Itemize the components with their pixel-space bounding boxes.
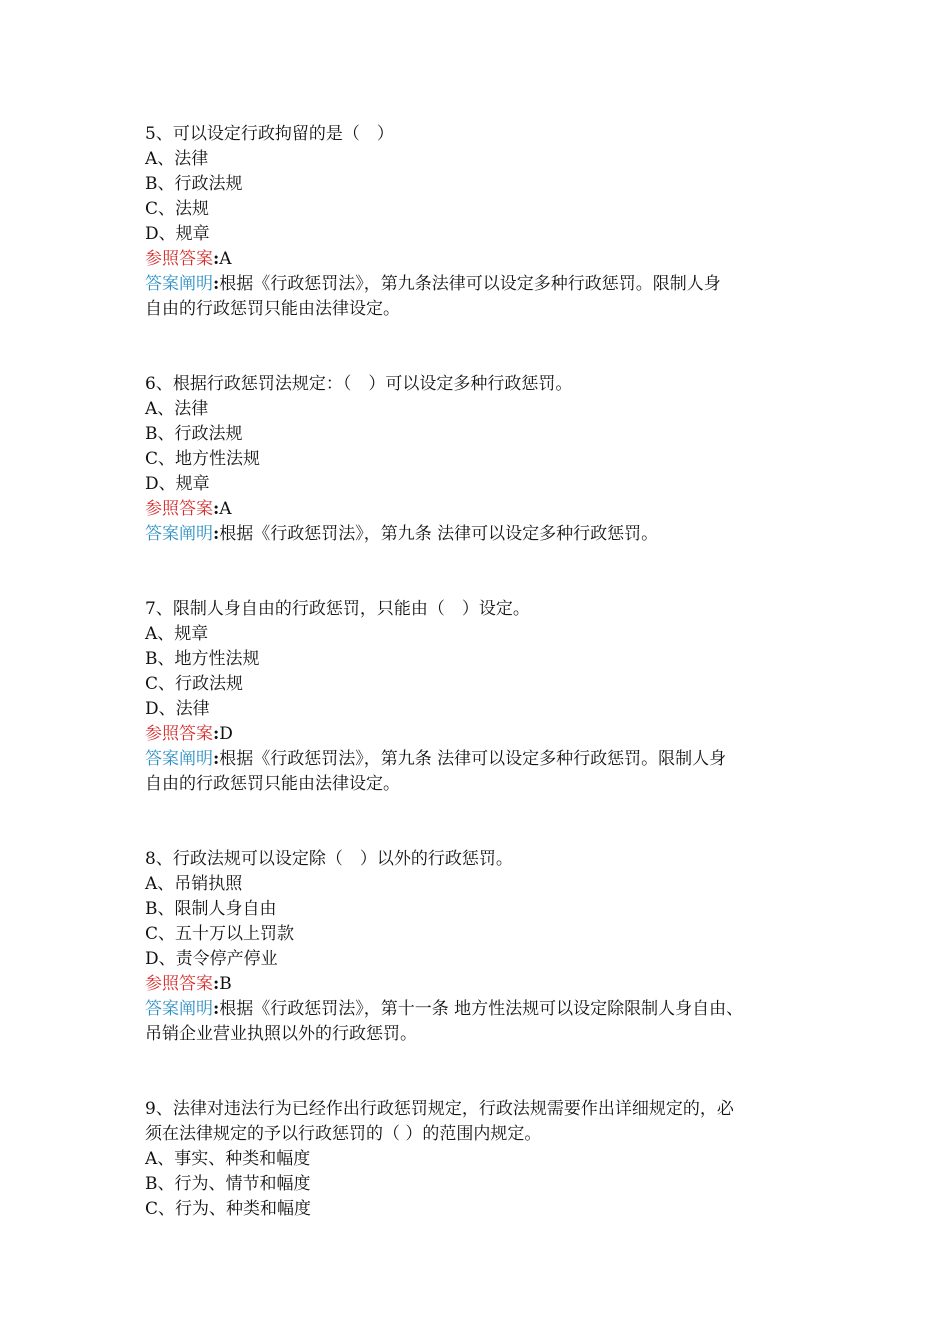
reference-answer (145, 497, 825, 522)
option-b: B、行政法规 (145, 174, 243, 194)
option-c: C、地方性法规 (145, 449, 261, 469)
explanation-text: 根据《行政惩罚法》，第九条 法律可以设定多种行政惩罚。 (219, 524, 659, 544)
reference-answer (145, 722, 825, 747)
question-stem: 5、可以设定行政拘留的是（ ） (145, 124, 394, 144)
option-c: C、行为、种类和幅度 (145, 1199, 312, 1219)
explanation (145, 522, 825, 547)
option-a: A、法律 (145, 399, 209, 419)
answer-label: 参照答案 (145, 499, 213, 519)
answer-value: D (219, 724, 233, 744)
explanation-text: 根据《行政惩罚法》，第九条 法律可以设定多种行政惩罚。限制人身 (219, 749, 727, 769)
option-b: B、行为、情节和幅度 (145, 1174, 311, 1194)
answer-label: 参照答案 (145, 724, 213, 744)
option-a: A、吊销执照 (145, 874, 243, 894)
option-b: B、地方性法规 (145, 649, 260, 669)
explanation-label: 答案阐明 (145, 524, 213, 544)
spacer (145, 797, 825, 847)
option-d: D、规章 (145, 474, 210, 494)
option-c: C、五十万以上罚款 (145, 924, 295, 944)
option-a: A、事实、种类和幅度 (145, 1149, 311, 1169)
explanation-label: 答案阐明 (145, 749, 213, 769)
explanation-colon: : (213, 274, 220, 294)
question-8 (145, 847, 825, 1047)
question-stem: 7、限制人身自由的行政惩罚，只能由（ ）设定。 (145, 599, 530, 619)
option-d: D、规章 (145, 224, 210, 244)
question-6 (145, 372, 825, 547)
explanation-text: 根据《行政惩罚法》，第九条法律可以设定多种行政惩罚。限制人身 (219, 274, 721, 294)
option-b: B、限制人身自由 (145, 899, 277, 919)
explanation (145, 747, 825, 772)
answer-value: A (219, 499, 232, 519)
explanation-continued: 自由的行政惩罚只能由法律设定。 (145, 299, 400, 319)
answer-label: 参照答案 (145, 249, 213, 269)
answer-colon: : (213, 249, 220, 269)
option-a: A、法律 (145, 149, 209, 169)
explanation (145, 272, 825, 297)
reference-answer (145, 972, 825, 997)
question-9 (145, 1097, 825, 1222)
question-stem-continued: 须在法律规定的予以行政惩罚的（ ）的范围内规定。 (145, 1124, 542, 1144)
answer-colon: : (213, 724, 220, 744)
explanation-label: 答案阐明 (145, 274, 213, 294)
question-stem: 9、法律对违法行为已经作出行政惩罚规定，行政法规需要作出详细规定的，必 (145, 1099, 734, 1119)
question-stem: 8、行政法规可以设定除（ ）以外的行政惩罚。 (145, 849, 513, 869)
spacer (145, 1047, 825, 1097)
question-stem: 6、根据行政惩罚法规定：（ ）可以设定多种行政惩罚。 (145, 374, 573, 394)
explanation-colon: : (213, 749, 220, 769)
answer-value: B (219, 974, 232, 994)
question-5 (145, 122, 825, 322)
option-a: A、规章 (145, 624, 209, 644)
explanation-colon: : (213, 999, 220, 1019)
explanation (145, 997, 825, 1022)
explanation-continued: 自由的行政惩罚只能由法律设定。 (145, 774, 400, 794)
option-d: D、法律 (145, 699, 210, 719)
option-d: D、责令停产停业 (145, 949, 278, 969)
spacer (145, 547, 825, 597)
reference-answer (145, 247, 825, 272)
document-page (145, 122, 825, 1222)
answer-colon: : (213, 974, 220, 994)
answer-label: 参照答案 (145, 974, 213, 994)
explanation-label: 答案阐明 (145, 999, 213, 1019)
question-7 (145, 597, 825, 797)
option-c: C、法规 (145, 199, 210, 219)
explanation-text: 根据《行政惩罚法》，第十一条 地方性法规可以设定除限制人身自由、 (219, 999, 744, 1019)
option-b: B、行政法规 (145, 424, 243, 444)
answer-value: A (219, 249, 232, 269)
option-c: C、行政法规 (145, 674, 244, 694)
explanation-continued: 吊销企业营业执照以外的行政惩罚。 (145, 1024, 417, 1044)
answer-colon: : (213, 499, 220, 519)
explanation-colon: : (213, 524, 220, 544)
spacer (145, 322, 825, 372)
